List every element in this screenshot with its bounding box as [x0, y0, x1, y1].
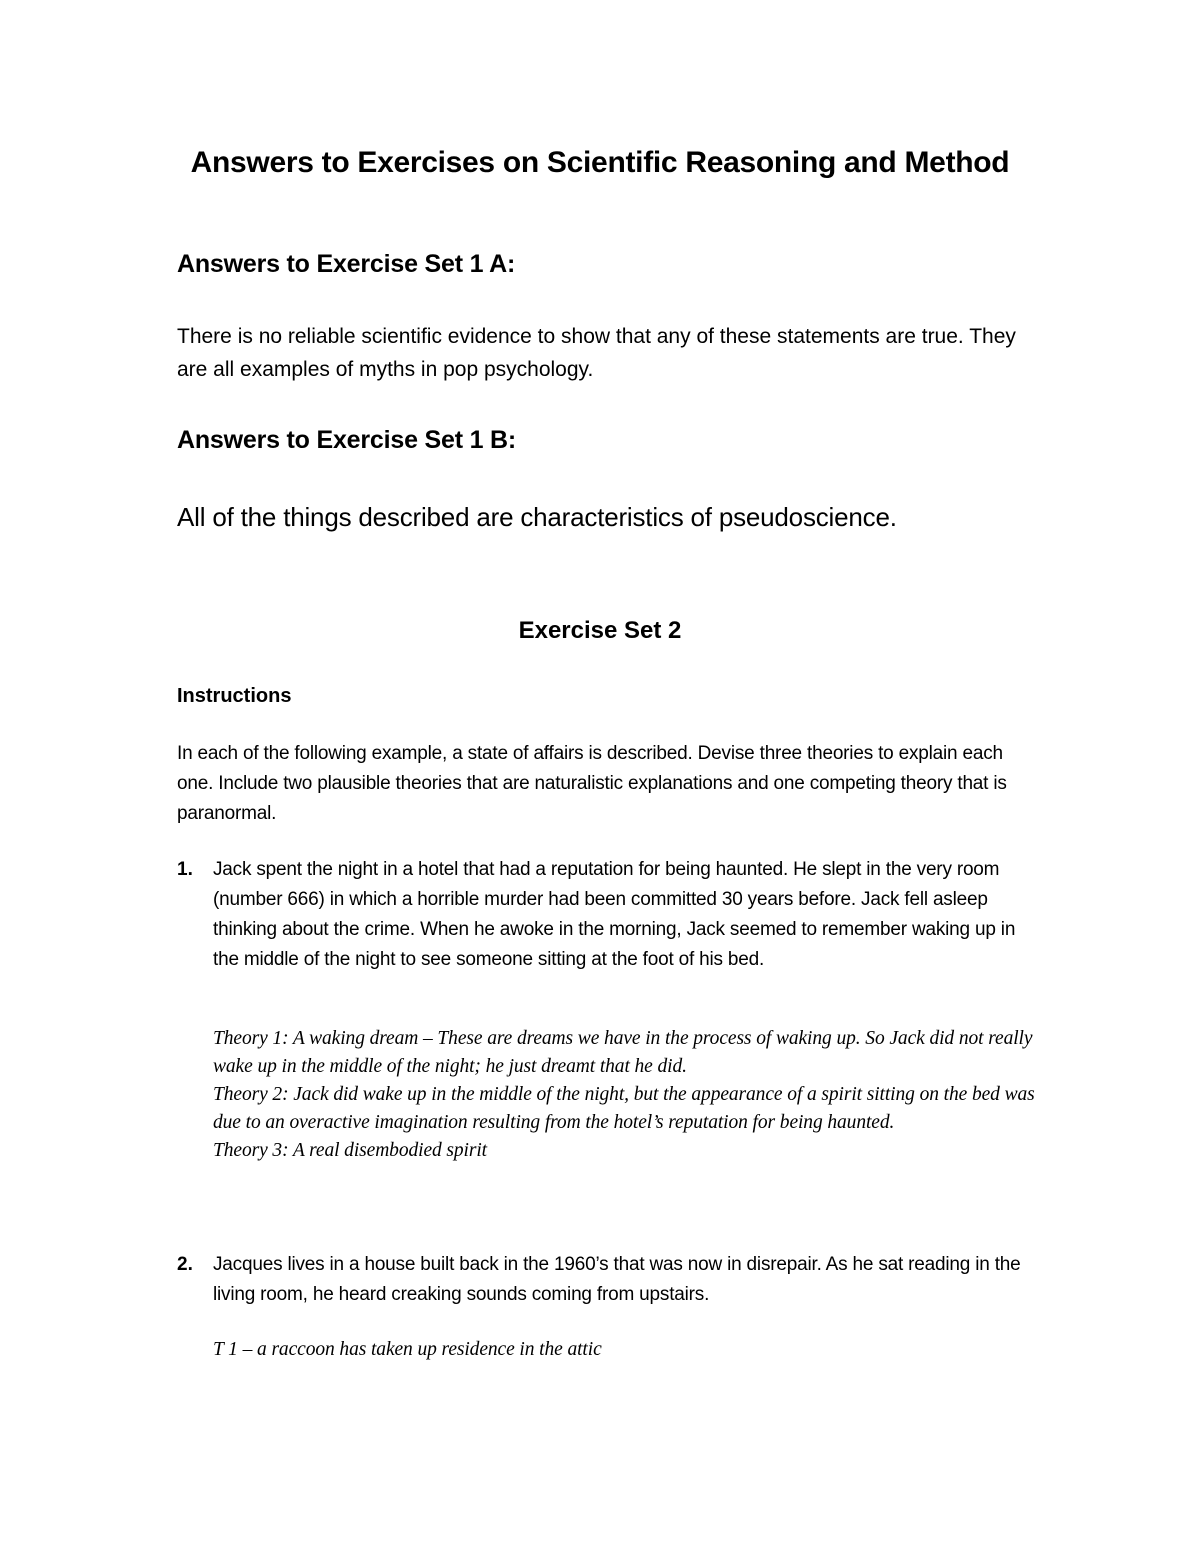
item-text: Jack spent the night in a hotel that had a reputation for being haunted. He slept in the very room (number 666) in which a horrible murder had been committed 30 years before. Jack fell asleep thinking about the crime. When he awoke in the morning, Jack seemed to remember waking up in the middle of the night to see someone sitting at the foot of his bed.	[213, 859, 1016, 970]
theory-3: Theory 3: A real disembodied spirit	[213, 1140, 488, 1161]
theory-1: T 1 – a raccoon has taken up residence in the attic	[213, 1339, 602, 1360]
set-2-heading: Exercise Set 2	[518, 617, 682, 644]
set-1b-answer: All of the things described are characteristics of pseudoscience.	[177, 502, 897, 532]
theory-1: Theory 1: A waking dream – These are dreams we have in the process of waking up. So Jack did not really wake up in the middle of the night; he just dreamt that he did.	[213, 1028, 1033, 1077]
instructions-heading: Instructions	[177, 685, 292, 707]
item-number: 1.	[177, 859, 193, 880]
item-1-theories	[213, 1025, 1043, 1165]
document-title: Answers to Exercises on Scientific Reasoning and Method	[190, 146, 1010, 179]
item-2-theories	[213, 1336, 1043, 1364]
instructions-text: In each of the following example, a state of affairs is described. Devise three theories to explain each one. Include two plausible theories that are naturalistic explanations and one competing theory that is paranormal.	[177, 743, 1007, 824]
set-1a-heading: Answers to Exercise Set 1 A:	[177, 250, 516, 278]
theory-2: Theory 2: Jack did wake up in the middle of the night, but the appearance of a spirit sitting on the bed was due to an overactive imagination resulting from the hotel’s reputation for being haunted.	[213, 1084, 1035, 1133]
set-1a-answer: There is no reliable scientific evidence to show that any of these statements are true. They are all examples of myths in pop psychology.	[177, 325, 1016, 381]
set-1b-heading: Answers to Exercise Set 1 B:	[177, 426, 516, 454]
item-number: 2.	[177, 1254, 193, 1275]
item-text: Jacques lives in a house built back in the 1960’s that was now in disrepair. As he sat reading in the living room, he heard creaking sounds coming from upstairs.	[213, 1254, 1021, 1305]
